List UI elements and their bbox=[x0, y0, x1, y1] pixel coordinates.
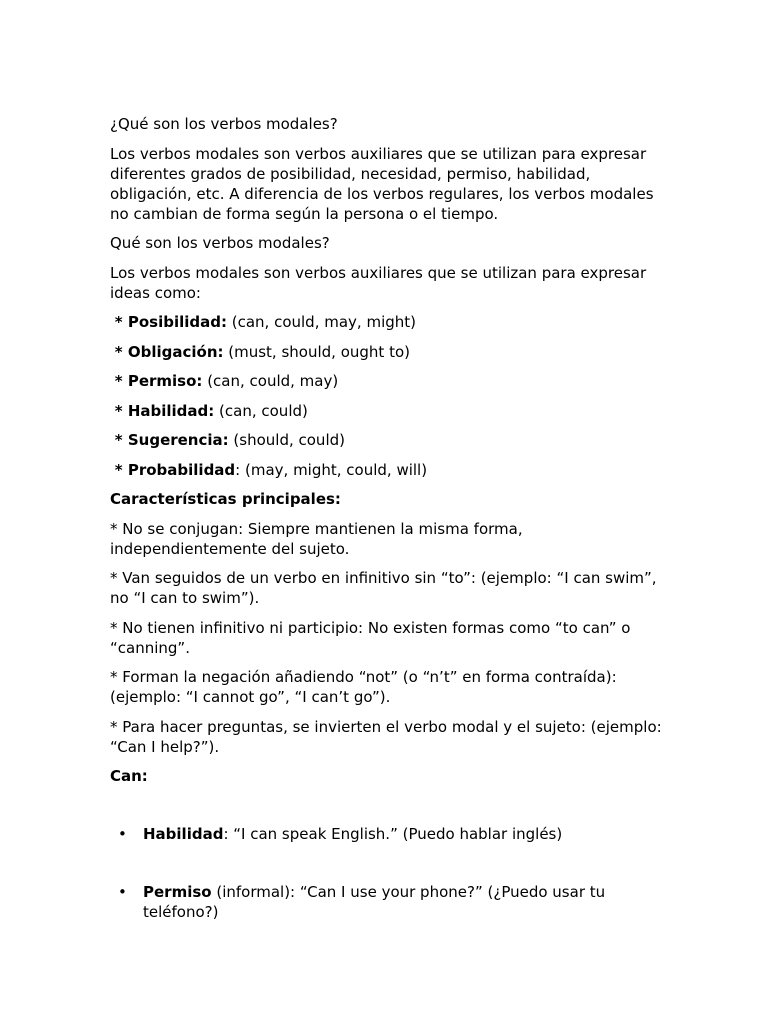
idea-text: (can, could, may) bbox=[202, 372, 339, 390]
question-heading: ¿Qué son los verbos modales? bbox=[110, 115, 338, 133]
usage-label: Habilidad bbox=[143, 825, 224, 843]
idea-item bbox=[110, 430, 670, 450]
feature-item: * Para hacer preguntas, se invierten el verbo modal y el sujeto: (ejemplo: “Can I help?”). bbox=[110, 717, 662, 756]
idea-text: (must, should, ought to) bbox=[223, 342, 410, 361]
idea-text: (can, could) bbox=[214, 401, 308, 420]
feature-item: * Forman la negación añadiendo “not” (o “n’t” en forma contraída): (ejemplo: “I cannot go”, “I can’t go”). bbox=[110, 668, 617, 706]
feature-item: * Van seguidos de un verbo en infinitivo sin “to”: (ejemplo: “I can swim”, no “I can to swim”). bbox=[110, 569, 657, 607]
idea-label: * Habilidad: bbox=[114, 401, 215, 420]
idea-item bbox=[110, 342, 670, 362]
can-heading bbox=[110, 766, 670, 786]
idea-label: * Permiso: bbox=[114, 372, 203, 390]
idea-item bbox=[110, 371, 670, 391]
question-heading-repeat: Qué son los verbos modales? bbox=[110, 234, 330, 252]
bullet-icon: • bbox=[118, 883, 127, 901]
can-heading-text: Can: bbox=[110, 767, 148, 785]
list-item bbox=[110, 882, 670, 922]
idea-label: * Sugerencia: bbox=[114, 431, 229, 449]
usage-text: : “I can speak English.” (Puedo hablar inglés) bbox=[223, 825, 563, 843]
feature-item: * No tienen infinitivo ni participio: No existen formas como “to can” o “canning”. bbox=[110, 618, 631, 657]
idea-label: * Posibilidad: bbox=[114, 313, 227, 331]
idea-item bbox=[110, 312, 670, 332]
usage-label: Permiso bbox=[143, 883, 212, 901]
document-page bbox=[110, 114, 670, 960]
feature-item: * No se conjugan: Siempre mantienen la misma forma, independientemente del sujeto. bbox=[110, 519, 523, 558]
can-usage-list bbox=[110, 824, 670, 922]
usage-text: (informal): “Can I use your phone?” (¿Puedo usar tu teléfono?) bbox=[143, 883, 606, 921]
idea-text: (can, could, may, might) bbox=[226, 313, 417, 331]
idea-item bbox=[110, 460, 670, 480]
bullet-icon: • bbox=[118, 825, 127, 843]
idea-label: * Probabilidad bbox=[114, 460, 236, 479]
idea-text: : (may, might, could, will) bbox=[235, 460, 428, 479]
intro-paragraph: Los verbos modales son verbos auxiliares que se utilizan para expresar diferentes grados de posibilidad, necesidad, permiso, habilidad, obligación, etc. A diferencia de los verbos regulares, los verbos modales no cambian de forma según la persona o el tiempo. bbox=[110, 144, 654, 223]
ideas-intro-paragraph: Los verbos modales son verbos auxiliares que se utilizan para expresar ideas como: bbox=[110, 263, 647, 302]
features-heading bbox=[110, 489, 670, 509]
features-heading-text: Características principales: bbox=[110, 490, 341, 508]
idea-label: * Obligación: bbox=[114, 342, 224, 361]
idea-item bbox=[110, 401, 670, 421]
list-item bbox=[110, 824, 670, 844]
idea-text: (should, could) bbox=[228, 431, 345, 449]
